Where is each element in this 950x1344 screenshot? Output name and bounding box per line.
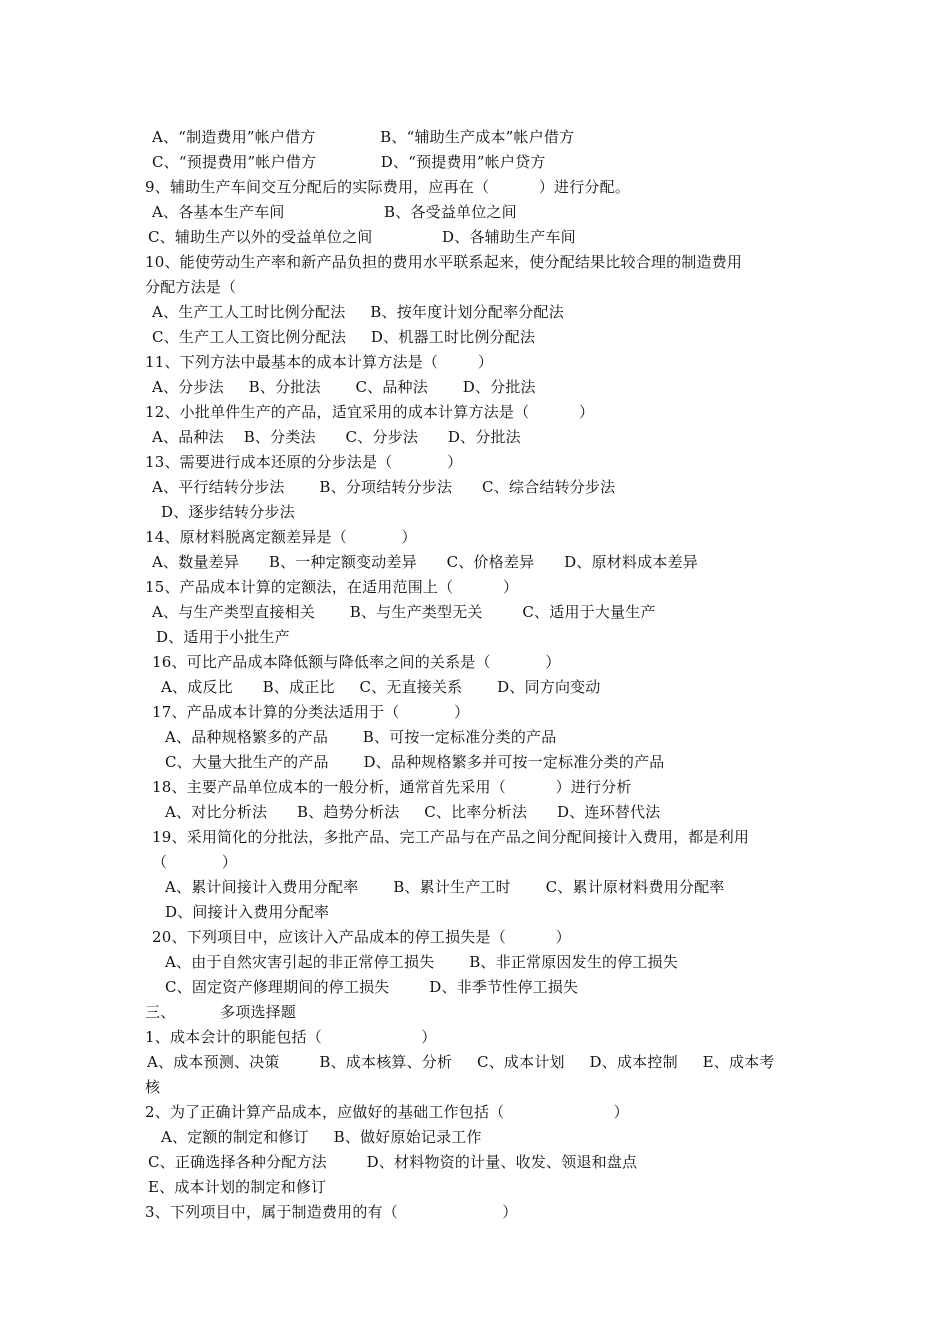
option-line-cont: 核: [145, 1078, 161, 1096]
question-18: 18、主要产品单位成本的一般分析，通常首先采用（ ）进行分析: [152, 778, 632, 796]
option-line: D、逐步结转分步法: [161, 503, 295, 521]
option-line: A、与生产类型直接相关 B、与生产类型无关 C、适用于大量生产: [152, 603, 656, 621]
question-20: 20、下列项目中，应该计入产品成本的停工损失是（ ）: [152, 928, 571, 946]
option-line: A、“制造费用”帐户借方 B、“辅助生产成本”帐户借方: [152, 128, 575, 146]
question-multi-2: 2、为了正确计算产品成本，应做好的基础工作包括（ ）: [145, 1103, 629, 1121]
option-line: A、各基本生产车间 B、各受益单位之间: [152, 203, 517, 221]
question-multi-1: 1、成本会计的职能包括（ ）: [145, 1028, 437, 1046]
option-line: C、固定资产修理期间的停工损失 D、非季节性停工损失: [165, 978, 579, 996]
option-line: D、适用于小批生产: [156, 628, 290, 646]
question-13: 13、需要进行成本还原的分步法是（ ）: [145, 453, 463, 471]
option-line: E、成本计划的制定和修订: [148, 1178, 327, 1196]
option-line: A、品种规格繁多的产品 B、可按一定标准分类的产品: [165, 728, 557, 746]
question-14: 14、原材料脱离定额差异是（ ）: [145, 528, 417, 546]
option-line: A、成本预测、决策 B、成本核算、分析 C、成本计划 D、成本控制 E、成本考: [147, 1053, 775, 1071]
question-19: 19、采用简化的分批法，多批产品、完工产品与在产品之间分配间接计入费用，都是利用: [152, 828, 750, 846]
option-line: C、“预提费用”帐户借方 D、“预提费用”帐户贷方: [152, 153, 546, 171]
option-line: A、品种法 B、分类法 C、分步法 D、分批法: [152, 428, 521, 446]
question-17: 17、产品成本计算的分类法适用于（ ）: [152, 703, 470, 721]
option-line: C、生产工人工资比例分配法 D、机器工时比例分配法: [152, 328, 536, 346]
question-11: 11、下列方法中最基本的成本计算方法是（ ）: [145, 353, 494, 371]
option-line: C、正确选择各种分配方法 D、材料物资的计量、收发、领退和盘点: [148, 1153, 638, 1171]
option-line: A、分步法 B、分批法 C、品种法 D、分批法: [152, 378, 536, 396]
option-line: A、累计间接计入费用分配率 B、累计生产工时 C、累计原材料费用分配率: [165, 878, 725, 896]
option-line: A、成反比 B、成正比 C、无直接关系 D、同方向变动: [161, 678, 601, 696]
question-12: 12、小批单件生产的产品，适宜采用的成本计算方法是（ ）: [145, 403, 595, 421]
question-10-cont: 分配方法是（: [145, 278, 237, 296]
question-multi-3: 3、下列项目中，属于制造费用的有（ ）: [145, 1203, 518, 1221]
option-line: A、数量差异 B、一种定额变动差异 C、价格差异 D、原材料成本差异: [152, 553, 698, 571]
question-16: 16、可比产品成本降低额与降低率之间的关系是（ ）: [152, 653, 561, 671]
option-line: A、对比分析法 B、趋势分析法 C、比率分析法 D、连环替代法: [165, 803, 661, 821]
option-line: A、生产工人工时比例分配法 B、按年度计划分配率分配法: [152, 303, 564, 321]
question-10: 10、能使劳动生产率和新产品负担的费用水平联系起来，使分配结果比较合理的制造费用: [145, 253, 743, 271]
option-line: C、辅助生产以外的受益单位之间 D、各辅助生产车间: [148, 228, 576, 246]
option-line: A、由于自然灾害引起的非正常停工损失 B、非正常原因发生的停工损失: [165, 953, 679, 971]
option-line: D、间接计入费用分配率: [165, 903, 330, 921]
question-9: 9、辅助生产车间交互分配后的实际费用，应再在（ ）进行分配。: [145, 178, 631, 196]
question-19-cont: （ ）: [152, 853, 238, 871]
option-line: C、大量大批生产的产品 D、品种规格繁多并可按一定标准分类的产品: [165, 753, 665, 771]
section-heading: 三、 多项选择题: [145, 1003, 297, 1021]
option-line: A、平行结转分步法 B、分项结转分步法 C、综合结转分步法: [152, 478, 616, 496]
option-line: A、定额的制定和修订 B、做好原始记录工作: [161, 1128, 482, 1146]
question-15: 15、产品成本计算的定额法，在适用范围上（ ）: [145, 578, 519, 596]
